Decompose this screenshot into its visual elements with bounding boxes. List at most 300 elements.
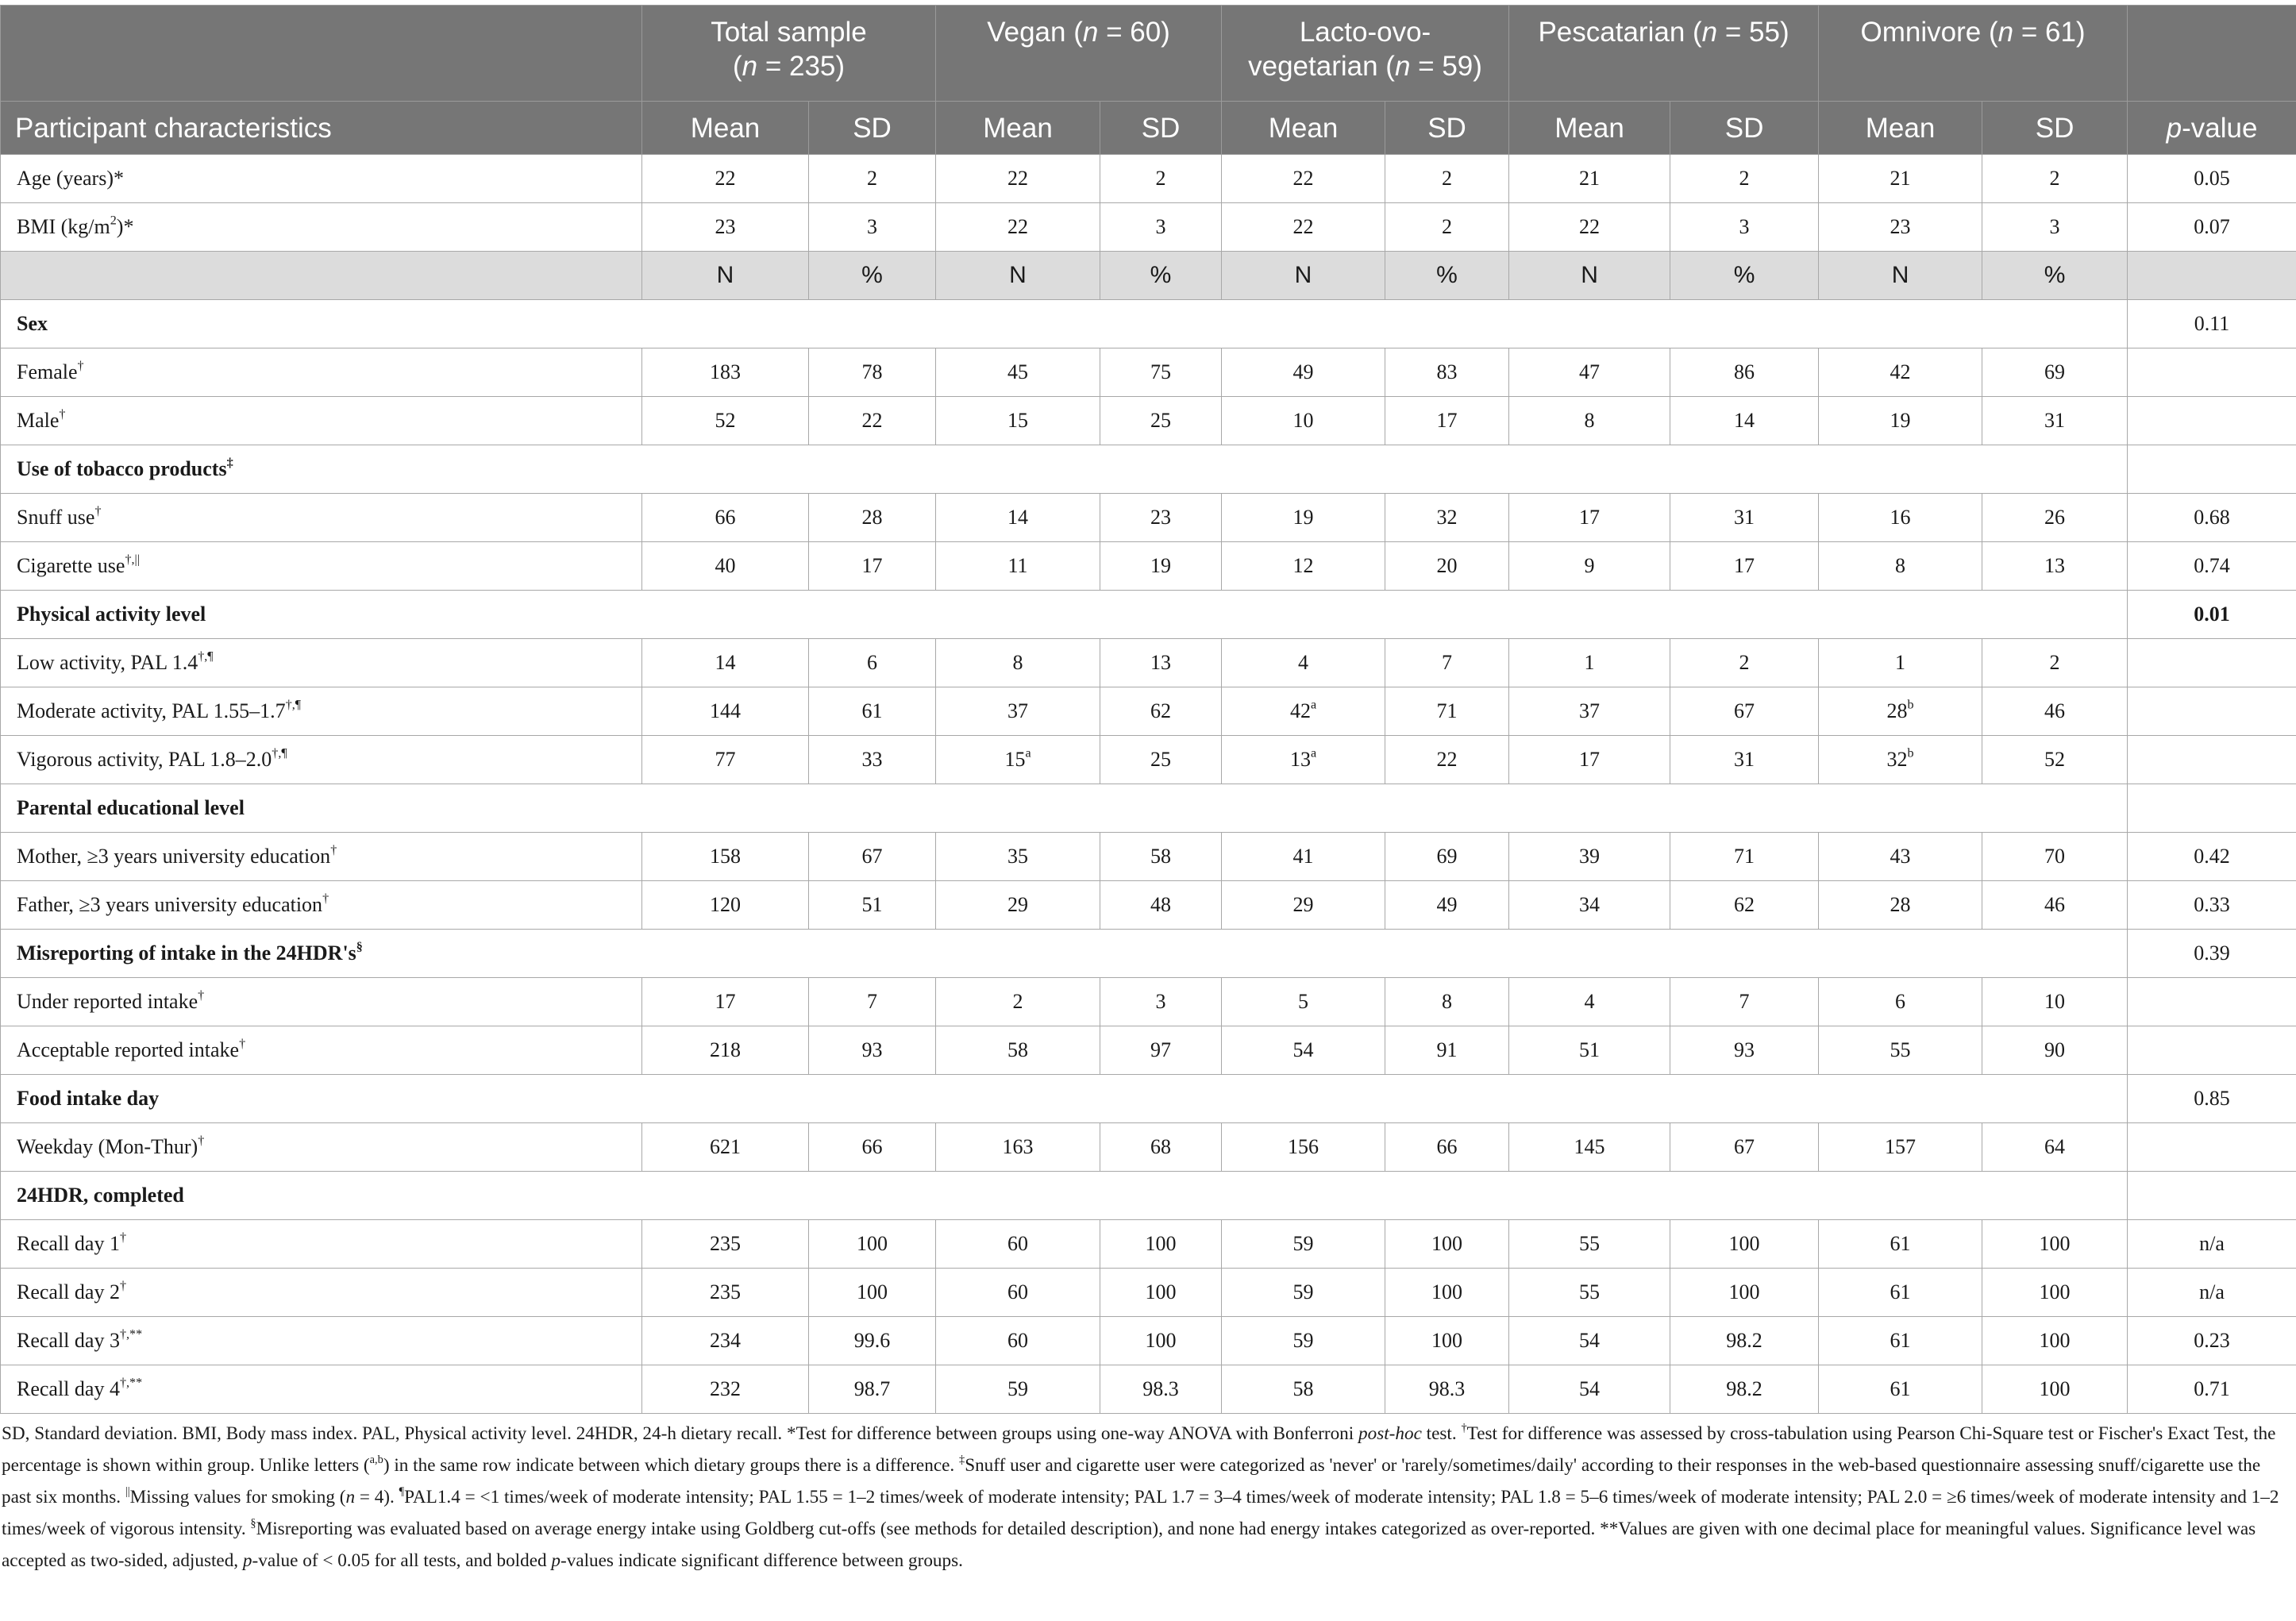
value: 7	[1442, 651, 1453, 674]
value: 22	[1436, 748, 1458, 771]
data-row	[1, 687, 2296, 736]
value: 3	[1155, 215, 1166, 238]
footnote-text: Misreporting was evaluated based on average energy intake using Goldberg cut-offs (see methods for detailed description), and none had energy intakes categorized as over-reported. **Values are given with one decimal place for meaningful values. Significance level was accepted as two-sided, adjusted,	[2, 1519, 2256, 1571]
value: 23	[1890, 215, 1911, 238]
table-footnote	[2, 1418, 2294, 1577]
p-value	[2128, 445, 2296, 494]
group-name: Lacto-ovo-	[1299, 17, 1431, 48]
value-cell	[1819, 1123, 1982, 1172]
value: 54	[1579, 1329, 1601, 1352]
section-label-text: 24HDR, completed	[17, 1184, 184, 1207]
value-cell	[1819, 494, 1982, 542]
value-cell	[642, 1365, 809, 1414]
footnote-text: ) in the same row indicate between which dietary groups there is a difference.	[383, 1455, 959, 1476]
value: 47	[1579, 360, 1601, 383]
footnote-symbol: ¶	[399, 1484, 405, 1498]
value: 45	[1007, 360, 1029, 383]
value: 4	[1584, 990, 1595, 1013]
p-value	[2128, 978, 2296, 1026]
value-cell	[809, 1220, 936, 1269]
value-cell	[1670, 1269, 1819, 1317]
header-blank-cell	[1, 6, 642, 102]
row-label	[1, 494, 642, 542]
value-cell	[1670, 736, 1819, 784]
value-cell	[1670, 833, 1819, 881]
value: 8	[1584, 409, 1595, 432]
value: 234	[710, 1329, 741, 1352]
row-label	[1, 155, 642, 203]
value: 77	[715, 748, 736, 771]
group-n-open: (	[1981, 17, 1998, 48]
section-label-text: Food intake day	[17, 1087, 160, 1110]
data-row	[1, 1220, 2296, 1269]
value-cell	[1509, 833, 1670, 881]
row-label-text: Weekday (Mon-Thur)	[17, 1135, 198, 1158]
p-value	[2128, 687, 2296, 736]
row-label-text: Age (years)*	[17, 167, 124, 190]
value-cell	[642, 155, 809, 203]
group-header-1	[936, 6, 1222, 102]
value-cell	[642, 397, 809, 445]
value: 2	[867, 167, 877, 190]
value: 100	[2039, 1377, 2071, 1400]
value-cell	[1100, 736, 1222, 784]
value-cell	[1982, 542, 2128, 591]
row-label	[1, 833, 642, 881]
value: 23	[1150, 506, 1172, 529]
value-cell	[936, 397, 1100, 445]
value: 52	[2044, 748, 2066, 771]
row-label-text: Recall day 4	[17, 1377, 120, 1400]
value: 235	[710, 1280, 741, 1303]
value-cell	[1819, 1269, 1982, 1317]
value: 100	[2039, 1329, 2071, 1352]
value-cell	[1509, 978, 1670, 1026]
row-label	[1, 1365, 642, 1414]
header-sd: SD	[1100, 102, 1222, 155]
value: 8	[1012, 651, 1023, 674]
section-row	[1, 930, 2296, 978]
section-label	[1, 591, 2128, 639]
value: 43	[1890, 845, 1911, 868]
section-label-text: Use of tobacco products	[17, 457, 227, 480]
data-row	[1, 1026, 2296, 1075]
value: 1	[1584, 651, 1595, 674]
value: 21	[1579, 167, 1601, 190]
value-cell	[1100, 639, 1222, 687]
p-value: 0.74	[2128, 542, 2296, 591]
group-n-symbol: n	[742, 51, 758, 82]
p-value: 0.07	[2128, 203, 2296, 252]
value: 2	[2049, 651, 2060, 674]
value-cell	[809, 348, 936, 397]
significance-letter: b	[1907, 746, 1914, 760]
characteristics-table-container	[0, 5, 2296, 1414]
value-cell	[1222, 833, 1385, 881]
footnote-mark: †,||	[125, 553, 140, 567]
p-value	[2128, 1123, 2296, 1172]
value-cell	[1509, 203, 1670, 252]
value: 46	[2044, 893, 2066, 916]
group-n-open: (	[1065, 17, 1083, 48]
group-n-symbol: n	[1082, 17, 1099, 48]
header-sd: SD	[809, 102, 936, 155]
value: 6	[867, 651, 877, 674]
value-cell	[1100, 1220, 1222, 1269]
value: 2	[1739, 651, 1750, 674]
value: 61	[861, 699, 883, 722]
value: 51	[1579, 1038, 1601, 1061]
row-label	[1, 736, 642, 784]
subheader-n: N	[642, 252, 809, 300]
value-cell	[1670, 397, 1819, 445]
value: 100	[1728, 1232, 1760, 1255]
value: 39	[1579, 845, 1601, 868]
value-cell	[1100, 542, 1222, 591]
value: 60	[1007, 1232, 1029, 1255]
value: 144	[710, 699, 741, 722]
table-body	[1, 155, 2296, 1414]
value-cell	[1670, 155, 1819, 203]
value-cell	[1670, 881, 1819, 930]
p-value	[2128, 736, 2296, 784]
value-cell	[809, 736, 936, 784]
row-label-text: Recall day 3	[17, 1329, 120, 1352]
p-value	[2128, 348, 2296, 397]
header-sd: SD	[1670, 102, 1819, 155]
value-cell	[642, 639, 809, 687]
data-row	[1, 1269, 2296, 1317]
p-value: 0.11	[2128, 300, 2296, 348]
value-cell	[1385, 348, 1509, 397]
value-cell	[1100, 494, 1222, 542]
subheader-p-blank	[2128, 252, 2296, 300]
significance-letter: a	[1310, 746, 1317, 760]
significance-letter: a	[1310, 698, 1317, 712]
value: 69	[2044, 360, 2066, 383]
value-cell	[936, 639, 1100, 687]
section-label-text: Parental educational level	[17, 796, 245, 819]
value: 55	[1890, 1038, 1911, 1061]
value: 97	[1150, 1038, 1172, 1061]
value-cell	[936, 494, 1100, 542]
value-cell	[1982, 1026, 2128, 1075]
group-name: Pescatarian	[1538, 17, 1685, 48]
value: 28	[1890, 893, 1911, 916]
value: 2	[1012, 990, 1023, 1013]
value: 49	[1292, 360, 1314, 383]
value-cell	[1385, 1365, 1509, 1414]
section-row	[1, 784, 2296, 833]
value-cell	[1982, 687, 2128, 736]
value: 40	[715, 554, 736, 577]
value: 2	[2049, 167, 2060, 190]
value-cell	[1982, 639, 2128, 687]
value: 58	[1292, 1377, 1314, 1400]
value-cell	[1100, 348, 1222, 397]
value: 22	[1292, 167, 1314, 190]
value-cell	[936, 687, 1100, 736]
value-cell	[1385, 881, 1509, 930]
subheader-percent: %	[1100, 252, 1222, 300]
value-cell	[936, 881, 1100, 930]
value: 22	[715, 167, 736, 190]
footnote-symbol: ‡	[959, 1453, 965, 1466]
footnote-mark: †,**	[119, 1376, 143, 1390]
row-label-text: Female	[17, 360, 78, 383]
value-cell	[936, 542, 1100, 591]
section-label-text: Misreporting of intake in the 24HDR's	[17, 941, 356, 965]
row-label	[1, 397, 642, 445]
value-cell	[1982, 397, 2128, 445]
value: 100	[1728, 1280, 1760, 1303]
value: 11	[1007, 554, 1028, 577]
value-cell	[1982, 1317, 2128, 1365]
footnote-text: = 4).	[355, 1487, 399, 1507]
value-cell	[1819, 1365, 1982, 1414]
value: 29	[1007, 893, 1029, 916]
value-cell	[1670, 978, 1819, 1026]
value-cell	[1982, 1220, 2128, 1269]
group-n-symbol: n	[1701, 17, 1718, 48]
value: 19	[1150, 554, 1172, 577]
value-cell	[1222, 1365, 1385, 1414]
footnote-text: Snuff user and cigarette user were categorized as 'never' or 'rarely/sometimes/daily' according to their responses in the web-based questionnaire assessing snuff/cigarette use the past six months.	[2, 1455, 2261, 1507]
value: 64	[2044, 1135, 2066, 1158]
subheader-percent: %	[1385, 252, 1509, 300]
data-row	[1, 155, 2296, 203]
value: 75	[1150, 360, 1172, 383]
value-cell	[1509, 155, 1670, 203]
value-cell	[1385, 397, 1509, 445]
value-cell	[642, 687, 809, 736]
value-cell	[1982, 736, 2128, 784]
row-label	[1, 203, 642, 252]
value-cell	[936, 1026, 1100, 1075]
value-cell	[1222, 736, 1385, 784]
value-cell	[1385, 978, 1509, 1026]
value: 2	[1155, 167, 1166, 190]
value-cell	[1222, 1317, 1385, 1365]
footnote-mark: †	[119, 1279, 127, 1293]
value: 54	[1292, 1038, 1314, 1061]
value: 66	[1436, 1135, 1458, 1158]
value: 3	[867, 215, 877, 238]
section-label	[1, 300, 2128, 348]
value-cell	[1509, 1269, 1670, 1317]
value-cell	[1222, 978, 1385, 1026]
group-name: Total sample	[711, 17, 867, 48]
value: 67	[1734, 1135, 1755, 1158]
footnote-mark: †	[119, 1230, 127, 1245]
p-value: 0.23	[2128, 1317, 2296, 1365]
value-cell	[936, 1220, 1100, 1269]
value-cell	[1670, 542, 1819, 591]
value: 100	[1145, 1232, 1177, 1255]
value-cell	[642, 494, 809, 542]
group-n-symbol: n	[1394, 51, 1411, 82]
row-label-text: Snuff use	[17, 506, 95, 529]
value-cell	[1385, 1317, 1509, 1365]
value: 67	[1734, 699, 1755, 722]
header-mean: Mean	[1509, 102, 1670, 155]
value: 16	[1890, 506, 1911, 529]
value: 67	[861, 845, 883, 868]
header-p-value	[2128, 102, 2296, 155]
value-cell	[642, 736, 809, 784]
value-cell	[1819, 833, 1982, 881]
value-cell	[936, 1317, 1100, 1365]
footnote-text: p	[242, 1550, 252, 1571]
data-row	[1, 736, 2296, 784]
value-cell	[1100, 397, 1222, 445]
row-label-text: Recall day 1	[17, 1232, 120, 1255]
section-label	[1, 1075, 2128, 1123]
p-value	[2128, 639, 2296, 687]
value: 28	[1886, 699, 1908, 722]
value: 156	[1288, 1135, 1319, 1158]
value-cell	[1819, 203, 1982, 252]
p-value	[2128, 1172, 2296, 1220]
value: 163	[1002, 1135, 1034, 1158]
row-label	[1, 978, 642, 1026]
value: 100	[1431, 1280, 1463, 1303]
value-cell	[1100, 881, 1222, 930]
value: 22	[1007, 215, 1029, 238]
footnote-mark: §	[356, 940, 363, 954]
value-cell	[1819, 978, 1982, 1026]
value: 62	[1150, 699, 1172, 722]
value-cell	[936, 1365, 1100, 1414]
row-label	[1, 1317, 642, 1365]
p-value	[2128, 1026, 2296, 1075]
participant-characteristics-table	[0, 5, 2296, 1414]
subheader-percent: %	[1982, 252, 2128, 300]
value-cell	[642, 348, 809, 397]
value-cell	[809, 639, 936, 687]
value-cell	[936, 203, 1100, 252]
value: 2	[1442, 215, 1453, 238]
table-header	[1, 6, 2296, 155]
p-value	[2128, 397, 2296, 445]
footnote-paragraph	[2, 1418, 2294, 1577]
data-row	[1, 1317, 2296, 1365]
value: 59	[1007, 1377, 1029, 1400]
value: 41	[1292, 845, 1314, 868]
value: 61	[1890, 1280, 1911, 1303]
value-cell	[1385, 687, 1509, 736]
value: 55	[1579, 1280, 1601, 1303]
section-row	[1, 1075, 2296, 1123]
value-cell	[1385, 639, 1509, 687]
value: 25	[1150, 748, 1172, 771]
value: 58	[1150, 845, 1172, 868]
value-cell	[642, 978, 809, 1026]
value-cell	[1385, 1220, 1509, 1269]
value: 3	[2049, 215, 2060, 238]
row-label	[1, 1123, 642, 1172]
value-cell	[1100, 833, 1222, 881]
value-cell	[642, 1220, 809, 1269]
value: 10	[1292, 409, 1314, 432]
footnote-text: Missing values for smoking (	[129, 1487, 346, 1507]
header-row-stats	[1, 102, 2296, 155]
header-mean: Mean	[936, 102, 1100, 155]
value: 29	[1292, 893, 1314, 916]
value-cell	[809, 397, 936, 445]
value: 6	[1895, 990, 1906, 1013]
p-value: 0.39	[2128, 930, 2296, 978]
value-cell	[1509, 881, 1670, 930]
value: 98.3	[1428, 1377, 1466, 1400]
value-cell	[1100, 203, 1222, 252]
value-cell	[1222, 1123, 1385, 1172]
data-row	[1, 397, 2296, 445]
value: 86	[1734, 360, 1755, 383]
value-cell	[936, 348, 1100, 397]
group-n-symbol: n	[1997, 17, 2014, 48]
header-blank-p-cell	[2128, 6, 2296, 102]
value: 100	[2039, 1280, 2071, 1303]
value: 3	[1155, 990, 1166, 1013]
group-n-value: = 235)	[757, 51, 846, 82]
value: 33	[861, 748, 883, 771]
p-value	[2128, 784, 2296, 833]
value-cell	[1509, 1026, 1670, 1075]
value: 60	[1007, 1329, 1029, 1352]
value: 7	[1739, 990, 1750, 1013]
value-cell	[1982, 1269, 2128, 1317]
group-name: Vegan	[987, 17, 1066, 48]
section-label	[1, 1172, 2128, 1220]
header-mean: Mean	[642, 102, 809, 155]
value: 55	[1579, 1232, 1601, 1255]
value: 2	[1442, 167, 1453, 190]
value: 83	[1436, 360, 1458, 383]
data-row	[1, 542, 2296, 591]
group-n-value: = 59)	[1410, 51, 1482, 82]
header-sd: SD	[1982, 102, 2128, 155]
value-cell	[936, 978, 1100, 1026]
p-value: 0.71	[2128, 1365, 2296, 1414]
header-participant-characteristics: Participant characteristics	[1, 102, 642, 155]
footnote-symbol: †	[1461, 1421, 1467, 1434]
value: 5	[1298, 990, 1309, 1013]
value: 37	[1007, 699, 1029, 722]
section-label	[1, 784, 2128, 833]
footnote-text: post-hoc	[1358, 1423, 1422, 1444]
p-symbol: p	[2166, 112, 2182, 144]
value: 62	[1734, 893, 1755, 916]
header-mean: Mean	[1819, 102, 1982, 155]
significance-letter: a	[1025, 746, 1031, 760]
value-cell	[1100, 155, 1222, 203]
row-label-text: Father, ≥3 years university education	[17, 893, 323, 916]
row-label-text: Vigorous activity, PAL 1.8–2.0	[17, 748, 272, 771]
group-header-2	[1222, 6, 1509, 102]
value: 19	[1292, 506, 1314, 529]
group-n-value: = 61)	[2013, 17, 2086, 48]
value: 13	[1150, 651, 1172, 674]
value: 71	[1734, 845, 1755, 868]
value: 52	[715, 409, 736, 432]
value-cell	[1509, 736, 1670, 784]
value: 23	[715, 215, 736, 238]
value-cell	[1982, 881, 2128, 930]
value-cell	[1670, 639, 1819, 687]
value: 31	[1734, 748, 1755, 771]
value-cell	[1670, 1220, 1819, 1269]
